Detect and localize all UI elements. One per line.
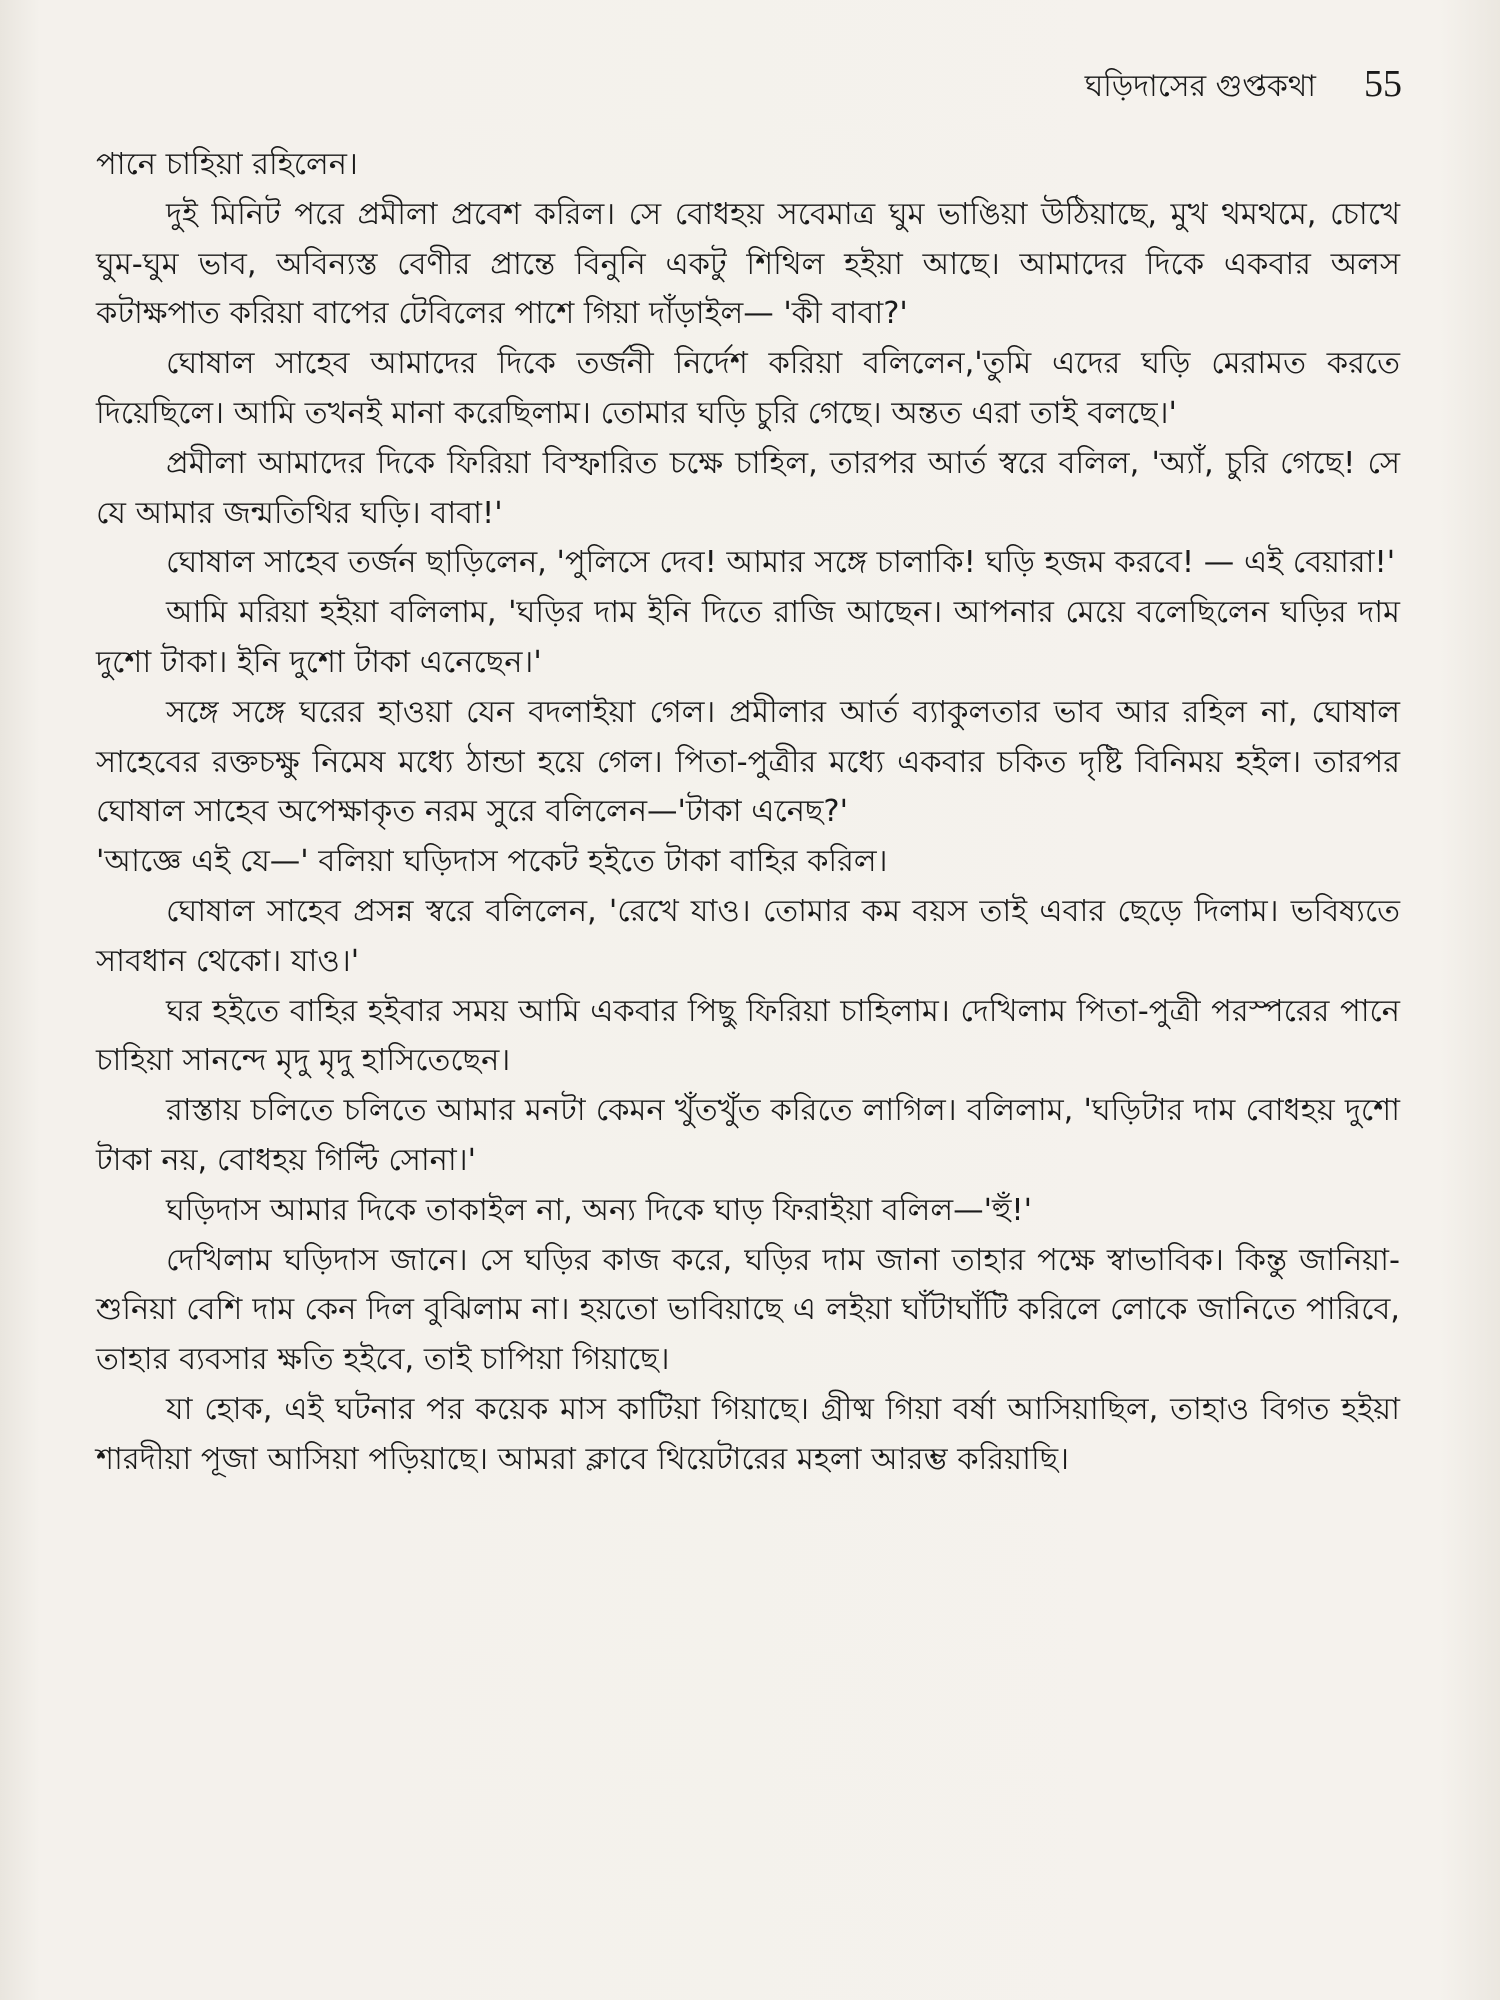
paragraph-4: প্রমীলা আমাদের দিকে ফিরিয়া বিস্ফারিত চক্ষে চাহিল, তারপর আর্ত স্বরে বলিল, 'অ্যাঁ, চুরি গেছে! সে যে আমার জন্মতিথির ঘড়ি। বাবা!'	[96, 445, 1400, 531]
paragraph-1: পানে চাহিয়া রহিলেন।	[96, 147, 358, 182]
running-title: ঘড়িদাসের গুপ্তকথা	[1084, 69, 1316, 104]
paragraph-12: ঘড়িদাস আমার দিকে তাকাইল না, অন্য দিকে ঘাড় ফিরাইয়া বলিল—'হুঁ!'	[166, 1192, 1033, 1228]
paragraph-14: যা হোক, এই ঘটনার পর কয়েক মাস কাটিয়া গিয়াছে। গ্রীষ্ম গিয়া বর্ষা আসিয়াছিল, তাহাও বিগত হইয়া শারদীয়া পূজা আসিয়া পড়িয়াছে। আমরা ক্লাবে থিয়েটারের মহলা আরম্ভ করিয়াছি।	[96, 1391, 1400, 1477]
paragraph-9: ঘোষাল সাহেব প্রসন্ন স্বরে বলিলেন, 'রেখে যাও। তোমার কম বয়স তাই এবার ছেড়ে দিলাম। ভবিষ্যতে সাবধান থেকো। যাও।'	[96, 893, 1400, 979]
paragraph-7: সঙ্গে সঙ্গে ঘরের হাওয়া যেন বদলাইয়া গেল। প্রমীলার আর্ত ব্যাকুলতার ভাব আর রহিল না, ঘোষাল সাহেবের রক্তচক্ষু নিমেষ মধ্যে ঠান্ডা হয়ে গেল। পিতা-পুত্রীর মধ্যে একবার চকিত দৃষ্টি বিনিময় হইল। তারপর ঘোষাল সাহেব অপেক্ষাকৃত নরম সুরে বলিলেন—'টাকা এনেছ?'	[96, 694, 1400, 830]
paragraph-5: ঘোষাল সাহেব তর্জন ছাড়িলেন, 'পুলিসে দেব! আমার সঙ্গে চালাকি! ঘড়ি হজম করবে! — এই বেয়ারা!'	[166, 545, 1396, 581]
paragraph-2: দুই মিনিট পরে প্রমীলা প্রবেশ করিল। সে বোধহয় সবেমাত্র ঘুম ভাঙিয়া উঠিয়াছে, মুখ থমথমে, চোখে ঘুম-ঘুম ভাব, অবিন্যস্ত বেণীর প্রান্তে বিনুনি একটু শিথিল হইয়া আছে। আমাদের দিকে একবার অলস কটাক্ষপাত করিয়া বাপের টেবিলের পাশে গিয়া দাঁড়াইল— 'কী বাবা?'	[96, 196, 1400, 332]
paragraph-10: ঘর হইতে বাহির হইবার সময় আমি একবার পিছু ফিরিয়া চাহিলাম। দেখিলাম পিতা-পুত্রী পরস্পরের পানে চাহিয়া সানন্দে মৃদু মৃদু হাসিতেছেন।	[96, 993, 1400, 1079]
paragraph-11: রাস্তায় চলিতে চলিতে আমার মনটা কেমন খুঁতখুঁত করিতে লাগিল। বলিলাম, 'ঘড়িটার দাম বোধহয় দুশো টাকা নয়, বোধহয় গিল্টি সোনা।'	[96, 1093, 1400, 1178]
body-text	[96, 140, 1400, 1485]
paragraph-6: আমি মরিয়া হইয়া বলিলাম, 'ঘড়ির দাম ইনি দিতে রাজি আছেন। আপনার মেয়ে বলেছিলেন ঘড়ির দাম দুশো টাকা। ইনি দুশো টাকা এনেছেন।'	[96, 595, 1400, 680]
paragraph-8: 'আজ্ঞে এই যে—' বলিয়া ঘড়িদাস পকেট হইতে টাকা বাহির করিল।	[96, 844, 888, 880]
paragraph-3: ঘোষাল সাহেব আমাদের দিকে তর্জনী নির্দেশ করিয়া বলিলেন,'তুমি এদের ঘড়ি মেরামত করতে দিয়েছিলে। আমি তখনই মানা করেছিলাম। তোমার ঘড়ি চুরি গেছে। অন্তত এরা তাই বলছে।'	[96, 346, 1400, 431]
page-header	[1085, 62, 1402, 114]
paragraph-13: দেখিলাম ঘড়িদাস জানে। সে ঘড়ির কাজ করে, ঘড়ির দাম জানা তাহার পক্ষে স্বাভাবিক। কিন্তু জানিয়া-শুনিয়া বেশি দাম কেন দিল বুঝিলাম না। হয়তো ভাবিয়াছে এ লইয়া ঘাঁটাঘাঁটি করিলে লোকে জানিতে পারিবে, তাহার ব্যবসার ক্ষতি হইবে, তাই চাপিয়া গিয়াছে।	[96, 1242, 1400, 1378]
page-number: 55	[1364, 63, 1402, 105]
